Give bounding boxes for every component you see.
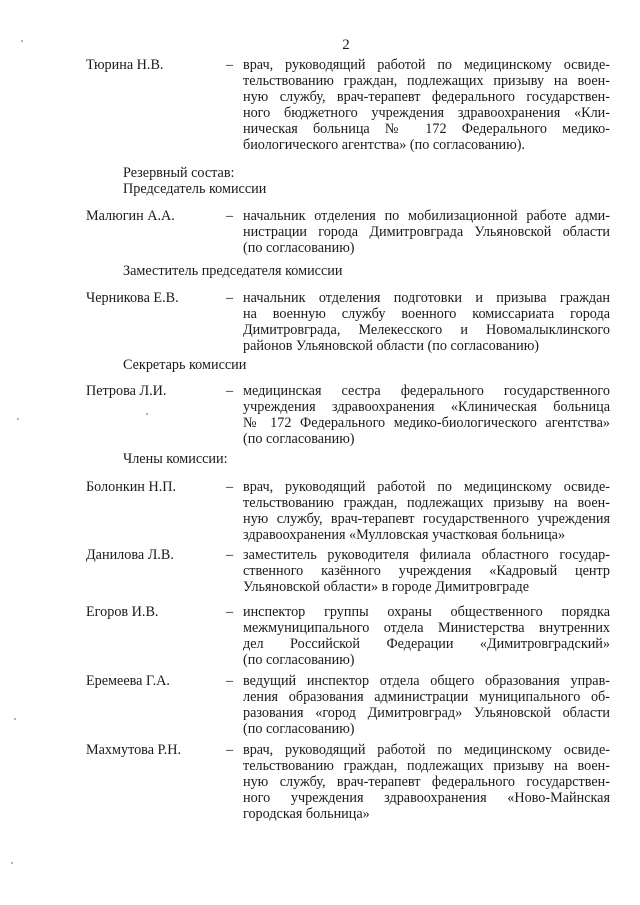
role-line: ведущий инспектор отдела общего образования управ- [243, 673, 610, 689]
page-number: 2 [342, 37, 350, 53]
role-line: городская больница» [243, 806, 370, 822]
person-name: Махмутова Р.Н. [86, 742, 181, 758]
role-line: ную службу, врач-терапевт федерального государствен- [243, 89, 610, 105]
person-role [243, 673, 610, 737]
person-role [243, 383, 610, 447]
role-line: здравоохранения «Мулловская участковая больница» [243, 527, 566, 543]
person-role [243, 479, 610, 543]
role-line: Ульяновской области» в городе Димитровграде [243, 579, 530, 595]
person-role [243, 742, 610, 822]
role-line: ническая больница № 172 Федерального медико- [243, 121, 610, 137]
role-line: биологического агентства» (по согласованию). [243, 137, 525, 153]
role-line: тельствованию граждан, подлежащих призыву на воен- [243, 495, 610, 511]
role-line: (по согласованию) [243, 240, 355, 256]
role-line: дел Российской Федерации «Димитровградский» [243, 636, 610, 652]
role-line: (по согласованию) [243, 431, 355, 447]
role-line: ного учреждения здравоохранения «Ново-Майнская [243, 790, 610, 806]
dash: – [226, 57, 234, 73]
role-line: Димитровграда, Мелекесского и Новомалыклинского [243, 322, 610, 338]
role-line: начальник отделения подготовки и призыва граждан [243, 290, 610, 306]
role-line: ления образования администрации муниципального об- [243, 689, 610, 705]
role-line: № 172 Федерального медико-биологического агентства» [243, 415, 610, 431]
members-heading: Члены комиссии: [123, 451, 228, 467]
role-line: учреждения здравоохранения «Клиническая больница [243, 399, 610, 415]
scan-speck [21, 40, 23, 42]
person-name: Черникова Е.В. [86, 290, 179, 306]
role-line: врач, руководящий работой по медицинскому освиде- [243, 742, 610, 758]
deputy-heading: Заместитель председателя комиссии [123, 263, 343, 279]
role-line: разования «город Димитровград» Ульяновской области [243, 705, 610, 721]
dash: – [226, 383, 234, 399]
person-role [243, 208, 610, 256]
dash: – [226, 673, 234, 689]
scan-speck [14, 718, 16, 720]
dash: – [226, 742, 234, 758]
dash: – [226, 479, 234, 495]
role-line: ственного казённого учреждения «Кадровый центр [243, 563, 610, 579]
person-role [243, 547, 610, 595]
person-name: Петрова Л.И. [86, 383, 167, 399]
person-name: Егоров И.В. [86, 604, 159, 620]
role-line: инспектор группы охраны общественного порядка [243, 604, 610, 620]
role-line: межмуниципального отдела Министерства внутренних [243, 620, 610, 636]
person-role [243, 604, 610, 668]
secretary-heading: Секретарь комиссии [123, 357, 247, 373]
role-line: ного бюджетного учреждения здравоохранения «Кли- [243, 105, 610, 121]
person-name: Тюрина Н.В. [86, 57, 164, 73]
role-line: на военную службу военного комиссариата города [243, 306, 610, 322]
reserve-heading: Резервный состав: [123, 165, 235, 181]
role-line: нистрации города Димитровграда Ульяновской области [243, 224, 610, 240]
role-line: ную службу, врач-терапевт федерального государствен- [243, 774, 610, 790]
role-line: (по согласованию) [243, 652, 355, 668]
person-name: Болонкин Н.П. [86, 479, 177, 495]
role-line: врач, руководящий работой по медицинскому освиде- [243, 479, 610, 495]
scan-speck [146, 413, 148, 415]
scan-speck [11, 862, 13, 864]
role-line: начальник отделения по мобилизационной работе адми- [243, 208, 610, 224]
person-name: Еремеева Г.А. [86, 673, 170, 689]
dash: – [226, 604, 234, 620]
role-line: врач, руководящий работой по медицинскому освиде- [243, 57, 610, 73]
person-name: Малюгин А.А. [86, 208, 175, 224]
chairman-heading: Председатель комиссии [123, 181, 267, 197]
person-role [243, 57, 610, 153]
person-role [243, 290, 610, 354]
role-line: заместитель руководителя филиала областного государ- [243, 547, 610, 563]
dash: – [226, 290, 234, 306]
role-line: тельствованию граждан, подлежащих призыву на воен- [243, 73, 610, 89]
dash: – [226, 208, 234, 224]
role-line: тельствованию граждан, подлежащих призыву на воен- [243, 758, 610, 774]
role-line: медицинская сестра федерального государственного [243, 383, 610, 399]
role-line: ную службу, врач-терапевт государственного учреждения [243, 511, 610, 527]
scan-speck [17, 418, 19, 420]
role-line: (по согласованию) [243, 721, 355, 737]
dash: – [226, 547, 234, 563]
person-name: Данилова Л.В. [86, 547, 174, 563]
role-line: районов Ульяновской области (по согласованию) [243, 338, 540, 354]
